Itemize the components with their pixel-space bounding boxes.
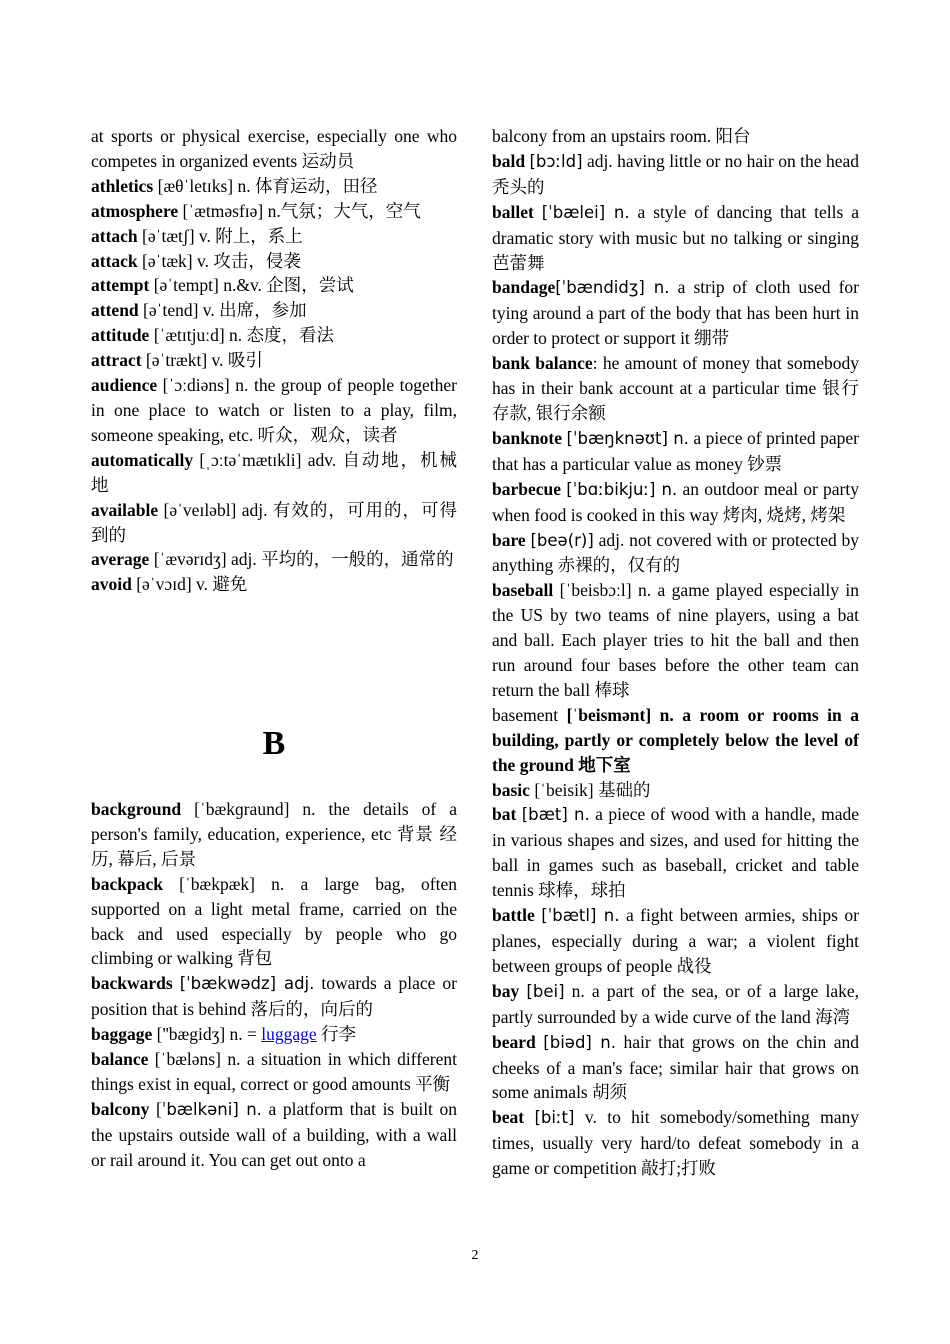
cross-reference-link[interactable]: luggage (261, 1024, 317, 1045)
entry-text: b (492, 478, 502, 499)
entry-text: ləbl] adj. 有效的，可用的，可得到的 (91, 499, 457, 545)
entry-text: bare (492, 529, 526, 550)
entry-text: a (91, 549, 100, 570)
entry-text: baggage (91, 1024, 153, 1045)
dictionary-entry (91, 1022, 457, 1047)
entry-text: bat (492, 804, 517, 825)
entry-text: [ˈ (178, 200, 195, 221)
dictionary-entry (492, 703, 859, 778)
entry-text: adj. having little or no hair on the head 秃头的 (492, 150, 859, 197)
entry-text: ba (492, 905, 511, 926)
entry-text: tically (147, 449, 194, 470)
entry-text: kt] v. 吸引 (187, 350, 263, 371)
dictionary-entry (492, 528, 859, 579)
entry-text: b (492, 1107, 502, 1128)
entry-text: [əˈv (158, 499, 192, 520)
entry-text: a fight between armies, ships or planes, especially during a war; a violent fight between groups of people 战役 (492, 905, 860, 976)
entry-text: iː (551, 1108, 562, 1128)
entry-text (173, 973, 180, 993)
entry-text: ea (501, 1107, 519, 1128)
dictionary-entry (492, 802, 859, 903)
dictionary-entry (492, 778, 859, 803)
entry-text: a (91, 325, 100, 346)
entry-text: ɔː (174, 375, 187, 396)
entry-text: [b (534, 1108, 552, 1128)
entry-text: 行李 (316, 1024, 357, 1045)
entry-text: [ˈbækɡraund] n. the details of a person's family, education, experience, etc 背景 经历, 幕后, 后景 (91, 799, 457, 869)
entry-text: ar (501, 478, 519, 499)
entry-text: att (91, 300, 112, 321)
entry-text: [əˈt (137, 250, 167, 271)
entry-text: ct (127, 350, 142, 371)
entry-text: [ˈbeisbɔːl] n. a game played especially in the US by two teams of nine players, using a bat and ball. Each player tries to hit the ball and then run around four bases before the other team can return the ball 棒球 (492, 580, 859, 700)
entry-text: k] v. 攻击，侵袭 (178, 250, 301, 271)
dictionary-entry (91, 298, 457, 323)
dictionary-entry (91, 448, 457, 498)
entry-text: æ (166, 225, 179, 246)
dictionary-entry (91, 1097, 457, 1173)
entry-text: banknote (492, 427, 563, 448)
entries-b-list-continued (492, 124, 859, 1181)
entry-text: e (111, 275, 120, 296)
dictionary-entry (91, 323, 457, 348)
entry-text: [æθˈl (153, 175, 195, 196)
entry-text: athl (91, 175, 121, 196)
entry-text: [ˈb (162, 873, 200, 894)
entry-text: towards a place or position that is behind 落后的，向后的 (91, 973, 458, 1020)
entry-text: [ˈ (157, 375, 175, 396)
entry-text: tics (127, 175, 154, 196)
entry-text: tɪtjuːd] n. 态度，看法 (177, 325, 335, 346)
entries-b-list (91, 797, 457, 1173)
entry-text: background (91, 799, 182, 819)
dictionary-entry (492, 124, 859, 149)
entry-text: a piece of printed paper that has a particular value as money 钞票 (492, 427, 859, 474)
entry-text: æ (194, 200, 206, 221)
entry-text: [əˈv (131, 574, 165, 595)
entry-text: at sports or physical exercise, especially one who competes in organized events 运动员 (91, 126, 457, 171)
entry-text: ch (120, 225, 138, 246)
dictionary-entry (91, 1047, 457, 1097)
entry-text: mpt] n.&v. 企图，尝试 (185, 275, 354, 296)
entry-text: bay (492, 980, 520, 1001)
entry-text: balcony from an upstairs room. 阳台 (492, 126, 751, 146)
entry-text: [ˈbæŋknəʊt] n. (566, 428, 689, 448)
entry-text: an outdoor meal or party when food is cooked in this way 烤肉, 烧烤, 烤架 (492, 478, 859, 525)
entry-text: [beə(r)] (530, 530, 594, 550)
entry-text: æ (576, 278, 593, 298)
entry-text: nd] v. 出席，参加 (175, 300, 307, 321)
dictionary-entry (91, 249, 457, 274)
entry-text: bank balance (492, 353, 593, 374)
entry-text: verage (99, 549, 150, 570)
entry-text: becue (518, 478, 562, 499)
entry-text: e (194, 175, 202, 196)
entry-text: [b (543, 1032, 561, 1052)
dictionary-entry (492, 1030, 859, 1106)
right-column (492, 124, 859, 1181)
entry-text: nd (119, 300, 139, 321)
dictionary-entry (91, 174, 457, 199)
entry-text: e (111, 300, 120, 321)
entry-text: oi (108, 574, 123, 595)
entry-text: a (111, 250, 121, 271)
entry-text: [ˌɔːtəˈmætɪkli] adv. 自动地，机械地 (91, 449, 457, 495)
entries-a-list (91, 124, 457, 597)
entry-text: a (119, 350, 128, 371)
dictionary-entry (91, 124, 457, 174)
entry-text: attr (91, 350, 120, 371)
entry-text: diəns] n. the group of people together in one place to watch or listen to a play, film, someone speaking, etc. 听众，观众，读者 (91, 375, 457, 445)
entry-text: [ˈbæləns] n. a situation in which different things exist in equal, correct or good amounts 平衡 (91, 1049, 457, 1094)
entry-text: ˈbælkəni] n. (161, 1099, 262, 1119)
dictionary-entry (492, 200, 859, 276)
entry-text: [ˈ (149, 549, 166, 570)
entry-text: a strip of cloth used for tying around a part of the body that has been hurt in order to protect or support it 绷带 (492, 277, 859, 349)
entry-text: autom (91, 449, 139, 470)
entry-text: [əˈt (137, 225, 167, 246)
entry-text: baseball (492, 580, 554, 601)
entry-text: tl] n. (578, 906, 620, 926)
entry-text: bandage (492, 277, 556, 298)
dictionary-entry (91, 498, 457, 548)
entry-text: kpæk] n. a large bag, often supported on a light metal frame, carried on the back and used especially by people who go climbing or walking 背包 (91, 873, 457, 969)
entry-text: bikjuː] n. (603, 479, 678, 499)
entry-text: iə (560, 1032, 575, 1052)
dictionary-entry (91, 872, 457, 972)
entry-text: ttle (510, 905, 535, 926)
dictionary-entry (91, 547, 457, 572)
entry-text: e (167, 300, 176, 321)
entry-text: ba (91, 1098, 110, 1119)
dictionary-entry (492, 903, 859, 979)
entry-text: att (91, 250, 112, 271)
entry-text: ei (543, 981, 559, 1001)
dictionary-entry (492, 275, 859, 351)
entry-text: [bæt] n. (521, 805, 590, 825)
entry-text: t] (561, 1108, 575, 1128)
dictionary-entry (91, 797, 457, 872)
entry-text: hair that grows on the chin and cheeks of a man's face; similar hair that grows on some animals 胡须 (492, 1031, 860, 1103)
dictionary-entry (91, 273, 457, 298)
entry-text: ai (108, 499, 123, 520)
entry-text: ɔɪ (164, 574, 178, 595)
entry-text: a platform that is built on the upstairs outside wall of a building, with a wall or rail around it. You can get out onto a (91, 1098, 458, 1170)
entry-text: ndidʒ] n. (592, 278, 670, 298)
dictionary-entry (492, 149, 859, 200)
entry-text: [ˈb (541, 202, 564, 222)
entry-text: tɪks] n. 体育运动，田径 (201, 175, 378, 196)
entry-text: adj. not covered with or protected by anything 赤裸的，仅有的 (492, 529, 860, 576)
entry-text: att (91, 225, 112, 246)
page-number: 2 (471, 1248, 479, 1263)
entry-text: ckwards (109, 973, 173, 994)
entry-text: lei] n. (579, 202, 630, 222)
entry-text: [əˈtr (141, 350, 177, 371)
entry-text: mpt (119, 275, 150, 296)
entry-text: basic (492, 779, 530, 800)
entry-text: [ˈ (149, 325, 166, 346)
dictionary-entry (91, 224, 457, 249)
entry-text: æ (176, 350, 188, 371)
dictionary-entry (91, 199, 457, 224)
entry-text: n. a part of the sea, or of a large lake, partly surrounded by a wide curve of the land 海湾 (492, 980, 859, 1027)
dictionary-entry (492, 1105, 859, 1181)
entry-text: a (91, 200, 100, 221)
entry-text: tmosphere (99, 200, 179, 221)
dictionary-entry (492, 426, 859, 477)
entry-text: æ (562, 906, 579, 926)
entry-text: [ˈb (555, 278, 577, 298)
entry-text: vərɪdʒ] adj. 平均的，一般的，通常的 (177, 549, 454, 570)
entry-text: [ˈb (541, 906, 563, 926)
entry-text: av (91, 499, 109, 520)
dictionary-entry (91, 971, 457, 1022)
dictionary-entry (91, 373, 457, 448)
entry-text: t (518, 1107, 525, 1128)
entry-text: ba (91, 973, 110, 994)
entry-text: tʃ] v. 附上，系上 (178, 225, 303, 246)
entry-text: d (122, 574, 132, 595)
entry-text: æ (199, 873, 212, 894)
entry-text: bald (492, 150, 526, 171)
entry-text: [b (529, 151, 547, 171)
entry-text: ttitude (99, 325, 150, 346)
entry-text: [ˈbeisik] 基础的 (529, 779, 651, 800)
entry-text: [b (526, 981, 544, 1001)
entry-text: au (91, 375, 110, 396)
entry-text: [ˈbeismənt] n. a room or rooms in a building, partly or completely below the level of the ground 地下室 (492, 704, 859, 775)
dictionary-entry (492, 979, 859, 1030)
section-letter-heading: B (262, 725, 286, 762)
entry-text: ɔː (546, 151, 562, 171)
entry-text (524, 1107, 534, 1127)
entry-text: tməsfɪə] n.气氛；大气，空气 (205, 200, 421, 221)
entry-text: : he amount of money that somebody has in their bank account at a particular time 银行存款, 银行余额 (492, 353, 859, 423)
entry-text: æ (563, 202, 580, 222)
entry-text: balance (91, 1049, 149, 1070)
dictionary-entry (492, 578, 859, 703)
entry-text: lcony (109, 1098, 150, 1119)
entry-text: ɑː (587, 479, 604, 499)
entry-text: a piece of wood with a handle, made in various shapes and sizes, and used for hitting the ball in games such as baseball, cricket and table tennis 球棒，球拍 (492, 804, 860, 901)
entry-text: ld] (561, 151, 583, 171)
entry-text: lable (122, 499, 159, 520)
entry-text: ] (558, 981, 565, 1001)
entry-text: æ (177, 1024, 190, 1045)
entry-text: eɪ (191, 499, 205, 520)
entry-text: [ (149, 1098, 162, 1119)
entry-text: v. to hit somebody/something many times, usually very hard/to defeat somebody in a game or competition 敲打;打败 (492, 1107, 860, 1179)
entry-text: basement (492, 704, 567, 725)
dictionary-entry (91, 348, 457, 373)
entry-text: att (91, 275, 112, 296)
entry-text: dience (109, 375, 158, 396)
entry-text: a style of dancing that tells a dramatic story with music but no talking or singing 芭蕾舞 (492, 201, 859, 273)
left-column (91, 124, 457, 597)
entry-text: d (526, 1031, 536, 1052)
entry-text: æ (165, 549, 178, 570)
dictionary-entry (91, 572, 457, 597)
dictionary-entry (492, 351, 859, 426)
entry-text: gidʒ] n. = (189, 1024, 262, 1045)
entry-text: a (138, 449, 148, 470)
entry-text: ck (120, 250, 138, 271)
entry-text: [ˈb (566, 479, 588, 499)
entry-text: d] n. (574, 1032, 616, 1052)
entry-text: e (120, 175, 128, 196)
entry-text: [''b (152, 1024, 178, 1045)
entry-text: æ (165, 325, 178, 346)
entry-text: [ˈbækwədz] adj. (179, 974, 315, 994)
entry-text: ballet (492, 201, 534, 222)
entry-text: backpack (91, 873, 163, 894)
left-column-b (91, 797, 457, 1173)
entry-text: [əˈt (138, 300, 168, 321)
entry-text: æ (166, 250, 179, 271)
entry-text (534, 202, 542, 222)
entry-text: d] v. 避免 (177, 574, 248, 595)
entry-text: b (492, 1031, 502, 1052)
entry-text: ear (501, 1031, 527, 1052)
entry-text: [əˈt (149, 275, 178, 296)
entry-text: e (178, 275, 186, 296)
entry-text: a (111, 225, 121, 246)
dictionary-entry (492, 477, 859, 528)
entry-text: av (91, 574, 109, 595)
